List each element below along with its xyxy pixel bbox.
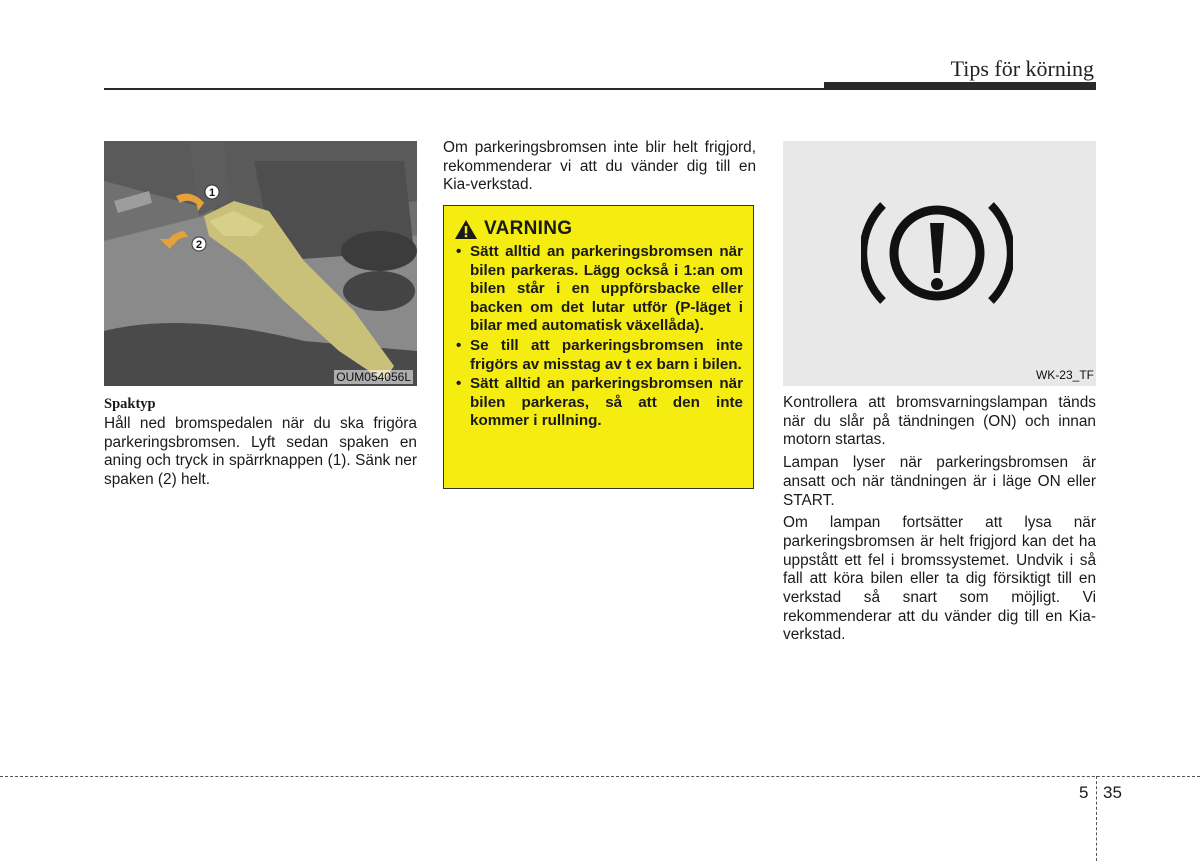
callout-2: 2: [195, 239, 203, 251]
warning-title: VARNING: [484, 218, 573, 239]
warning-triangle-icon: [454, 219, 478, 240]
column1-paragraph: Håll ned bromspedalen när du ska frigöra parkeringsbromsen. Lyft sedan spaken en aning och tryck in spärrknappen (1). Sänk ner spaken (2) helt.: [104, 415, 417, 489]
warning-item: • Sätt alltid an parkeringsbromsen när bilen parkeras. Lägg också i 1:an om bilen står i en uppförsbacke eller backen om det lutar utför (P-läget i bilar med automatisk växellåda).: [454, 243, 743, 336]
page-header-title: Tips för körning: [950, 56, 1094, 81]
lamp-code: WK-23_TF: [1035, 368, 1094, 382]
column3-paragraph: Kontrollera att bromsvarningslampan tänds när du slår på tändningen (ON) och innan motorn startas.: [783, 394, 1096, 449]
warning-box: [443, 205, 754, 489]
warning-header: [454, 218, 743, 240]
parking-brake-lever-photo: [104, 141, 417, 386]
column3-paragraph: Lampan lyser när parkeringsbromsen är ansatt och när tändningen är i läge ON eller START.: [783, 454, 1096, 509]
column2-text: [443, 139, 756, 196]
column3-paragraph: Om lampan fortsätter att lysa när parkeringsbromsen är helt frigjord kan det ha uppstått ett fel i bromssystemet. Undvik i så fall att köra bilen eller ta dig försiktigt till en verkstad så snart som möjligt. Vi rekommenderar att du vänder dig till en Kia-verkstad.: [783, 514, 1096, 644]
callout-1: 1: [208, 187, 216, 199]
brake-warning-lamp-icon: [861, 193, 1013, 313]
footer-dashed-rule: [0, 776, 1200, 777]
subheading-spaktyp: Spaktyp: [104, 396, 156, 412]
header-rule-thick: [824, 82, 1096, 90]
brake-lamp-panel: [783, 141, 1096, 386]
warning-item: • Sätt alltid an parkeringsbromsen när bilen parkeras, så att den inte kommer i rullning.: [454, 375, 743, 431]
column2-intro: Om parkeringsbromsen inte blir helt frigjord, rekommenderar vi att du vänder dig till en Kia-verkstad.: [443, 139, 756, 194]
page-chapter-number: 5: [1079, 783, 1089, 802]
warning-item: • Se till att parkeringsbromsen inte frigörs av misstag av t ex barn i bilen.: [454, 337, 743, 374]
photo-code: OUM054056L: [336, 370, 411, 384]
footer-vertical-dashed-rule: [1096, 776, 1097, 861]
warning-list: [454, 243, 743, 431]
page-number: 35: [1103, 783, 1122, 802]
header-rule-thin: [104, 88, 824, 90]
column1-text: [104, 415, 417, 491]
column3-text: [783, 394, 1096, 649]
